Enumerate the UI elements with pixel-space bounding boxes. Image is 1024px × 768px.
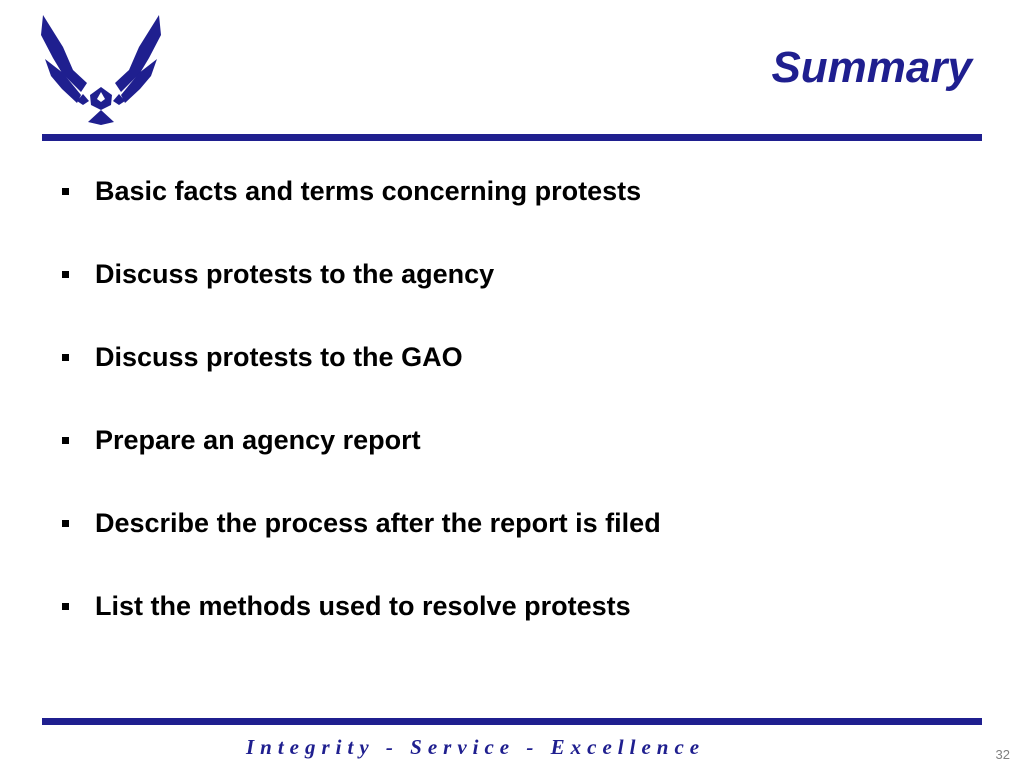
bullet-item (62, 337, 661, 420)
square-bullet-icon (62, 520, 69, 527)
square-bullet-icon (62, 603, 69, 610)
footer-rule (42, 718, 982, 725)
footer-motto: Integrity - Service - Excellence (246, 735, 706, 759)
bullet-item (62, 503, 661, 586)
square-bullet-icon (62, 437, 69, 444)
square-bullet-icon (62, 271, 69, 278)
bullet-text: Prepare an agency report (95, 425, 421, 455)
header-rule (42, 134, 982, 141)
bullet-item (62, 254, 661, 337)
bullet-text: Discuss protests to the GAO (95, 342, 463, 372)
bullet-item (62, 171, 661, 254)
bullet-list (62, 171, 661, 669)
bullet-item (62, 586, 661, 669)
square-bullet-icon (62, 188, 69, 195)
air-force-wings-icon (38, 14, 164, 126)
bullet-text: Basic facts and terms concerning protests (95, 176, 642, 206)
slide-title: Summary (771, 43, 972, 92)
bullet-text: Discuss protests to the agency (95, 259, 495, 289)
page-number: 32 (995, 747, 1010, 762)
bullet-text: Describe the process after the report is filed (95, 508, 661, 538)
bullet-item (62, 420, 661, 503)
bullet-text: List the methods used to resolve protests (95, 591, 631, 621)
square-bullet-icon (62, 354, 69, 361)
